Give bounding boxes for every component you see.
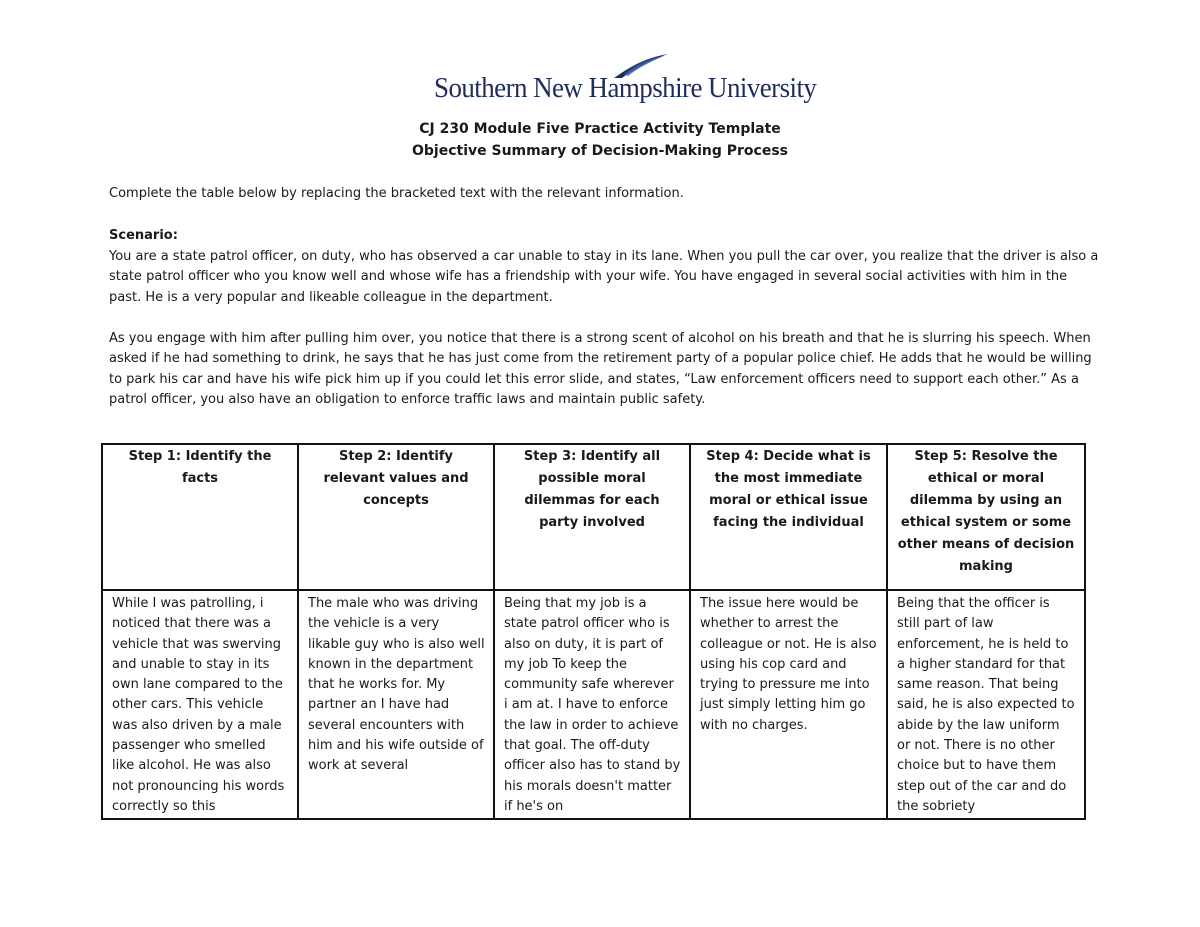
scenario-label: Scenario:: [109, 228, 178, 243]
university-name: Southern New Hampshire University: [434, 72, 817, 104]
step-1-header: Step 1: Identify the facts: [102, 444, 298, 590]
table-header-row: [102, 444, 1085, 590]
step-5-cell[interactable]: [887, 590, 1085, 819]
step-4-cell[interactable]: [690, 590, 887, 819]
step-5-header: Step 5: Resolve the ethical or moral dilemma by using an ethical system or some other means of decision making: [887, 444, 1085, 590]
step-4-text: The issue here would be whether to arrest the colleague or not. He is also using his cop card and trying to pressure me into just simply letting him go with no charges.: [700, 596, 877, 733]
step-4-header: Step 4: Decide what is the most immediate moral or ethical issue facing the individual: [690, 444, 887, 590]
step-5-text: Being that the officer is still part of law enforcement, he is held to a higher standard for that same reason. That being said, he is also expected to abide by the law uniform or not. There is no other choice but to have them step out of the car and do the sobriety: [897, 596, 1075, 814]
scenario-paragraph-1: You are a state patrol officer, on duty, who has observed a car unable to stay in its lane. When you pull the car over, you realize that the driver is also a state patrol officer who you know well and whose wife has a friendship with your wife. You have engaged in several social activities with him in the past. He is a very popular and likeable colleague in the department.: [109, 248, 1099, 305]
document-subtitle: Objective Summary of Decision-Making Process: [412, 143, 788, 159]
step-1-text: While I was patrolling, i noticed that there was a vehicle that was swerving and unable to stay in its own lane compared to the other cars. This vehicle was also driven by a male passenger who smelled like alcohol. He was also not pronouncing his words correctly so this: [112, 596, 285, 814]
step-3-text: Being that my job is a state patrol officer who is also on duty, it is part of my job To keep the community safe wherever i am at. I have to enforce the law in order to achieve that goal. The off-duty officer also has to stand by his morals doesn't matter if he's on: [504, 596, 681, 814]
instructions-text: Complete the table below by replacing the bracketed text with the relevant information.: [109, 186, 684, 201]
step-1-cell[interactable]: [102, 590, 298, 819]
scenario-paragraph-2: As you engage with him after pulling him over, you notice that there is a strong scent of alcohol on his breath and that he is slurring his speech. When asked if he had something to drink, he says that he has just come from the retirement party of a popular police chief. He adds that he would be willing to park his car and have his wife pick him up if you could let this error slide, and states, “Law enforcement officers need to support each other.” As a patrol officer, you also have an obligation to enforce traffic laws and maintain public safety.: [109, 330, 1092, 407]
steps-table: [101, 443, 1086, 820]
document-title: CJ 230 Module Five Practice Activity Template: [419, 121, 781, 137]
step-3-header: Step 3: Identify all possible moral dilemmas for each party involved: [494, 444, 690, 590]
step-2-header: Step 2: Identify relevant values and concepts: [298, 444, 494, 590]
step-2-text: The male who was driving the vehicle is a very likable guy who is also well known in the department that he works for. My partner an I have had several encounters with him and his wife outside of work at several: [308, 596, 485, 774]
scenario-section: [109, 226, 1099, 411]
step-2-cell[interactable]: [298, 590, 494, 819]
step-3-cell[interactable]: [494, 590, 690, 819]
table-row: [102, 590, 1085, 819]
university-logo: [434, 52, 817, 104]
